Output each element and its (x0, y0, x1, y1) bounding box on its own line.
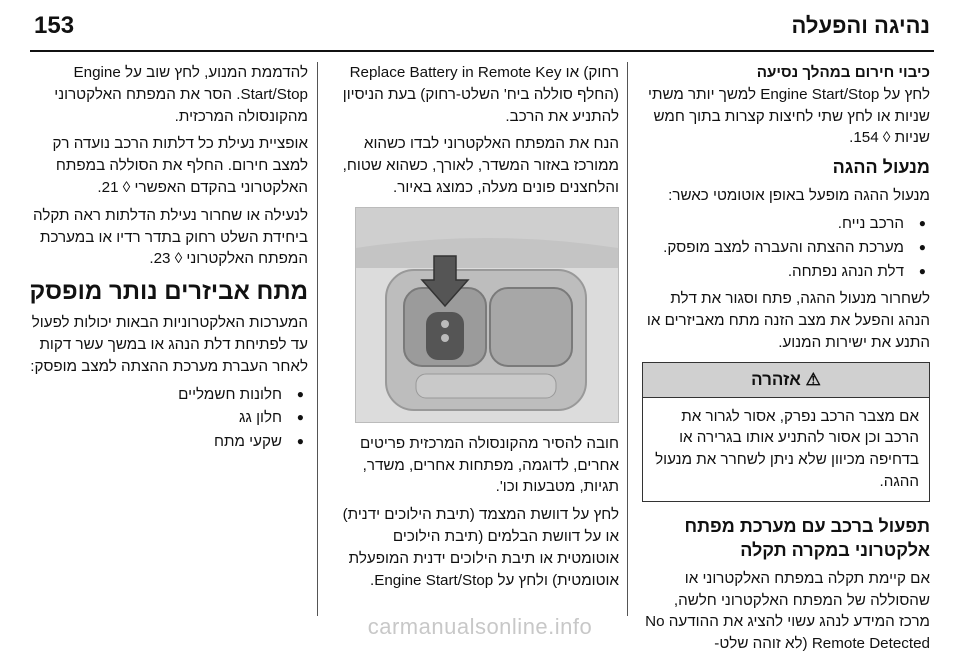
door-lock-emergency-text: אופציית נעילת כל דלתות הרכב נועדה רק למצב חירום. החלף את הסוללה במפתח האלקטרוני בהקדם האפשרי ◊ 21. (52, 135, 308, 196)
list-item: ● שקעי מתח (28, 431, 308, 453)
column-middle (337, 62, 619, 597)
page-header (0, 0, 960, 52)
accessory-power-text: המערכות האלקטרוניות הבאות יכולות לפעול עד לפתיחת דלת הנהג או במשך עשר דקות לאחר העברת מערכת ההצתה למצב מופסק: (30, 314, 308, 375)
warning-text: אם מצבר הרכב נפרק, אסור לגרור את הרכב וכן אסור להתניע אותו בגרירה או בדחיפה מכיוון שלא ניתן לשחרר את מנעול ההגה. (655, 407, 919, 490)
list-item: ● דלת הנהג נפתחה. (642, 261, 930, 283)
key-fault-heading: תפעול ברכב עם מערכת מפתח אלקטרוני במקרה תקלה (684, 515, 930, 560)
warning-box (642, 362, 930, 502)
list-item: ● הרכב נייח. (642, 213, 930, 235)
emergency-shutdown-paragraph (642, 62, 930, 149)
press-pedal-text: לחץ על דוושת המצמד (תיבת הילוכים ידנית) או על דוושת הבלמים (תיבת הילוכים אוטומטית או תיבת הילוכים ידנית המופעלת אוטומטית) ולחץ על Engine Start/Stop. (342, 506, 619, 589)
emergency-shutdown-title: כיבוי חירום במהלך נסיעה (756, 64, 930, 81)
steering-unlock-text: לשחרור מנעול ההגה, פתח וסגור את דלת הנהג והפעל את מצב הזנה מתח מאביזרים או התנע את ישירות המנוע. (646, 290, 930, 351)
list-item: ● חלון גג (28, 407, 308, 429)
emergency-shutdown-text: לחץ על Engine Start/Stop למשך יותר משתי שניות או לחץ שתי לחיצות קצרות בתוך חמש שניות ◊ 154. (648, 85, 930, 147)
watermark: carmanualsonline.info (367, 614, 593, 639)
remote-fault-text: לנעילה או שחרור נעילת הדלתות ראה תקלה ביחידת השלט רחוק בתדר רדיו או במערכת המפתח האלקטרוני ◊ 23. (33, 206, 308, 268)
replace-battery-text: רחוק) או Replace Battery in Remote Key (החלף סוללה ביח' השלט-רחוק) בעת הניסיון להתניע את הרכב. (342, 64, 619, 125)
key-placement-text: הנח את המפתח האלקטרוני לבדו כשהוא ממורכז באזור המשדר, לאורך, כשהוא שטוח, והלחצנים פונים מעלה, כמוצג באיור. (342, 135, 619, 196)
column-divider (627, 62, 628, 616)
accessory-list (28, 384, 308, 453)
steering-lock-conditions (642, 213, 930, 282)
remove-items-text: חובה להסיר מהקונסולה המרכזית פריטים אחרים, לדוגמה, מפתחות אחרים, משדר, תגיות, מטבעות וכו'. (360, 434, 619, 496)
steering-lock-intro: מנעול ההגה מופעל באופן אוטומטי כאשר: (668, 187, 930, 205)
warning-header (643, 363, 929, 398)
console-key-illustration (355, 207, 619, 423)
steering-lock-heading: מנעול ההגה (832, 157, 930, 178)
column-left (28, 62, 308, 459)
page-number: 153 (34, 12, 75, 39)
list-item: ● חלונות חשמליים (28, 384, 308, 406)
key-fault-text: אם קיימת תקלה במפתח האלקטרוני או שהסוללה של המפתח האלקטרוני חלשה, מרכז המידע לנהג עשוי להציג את ההודעה No Remote Detected (לא זוהה שלט- (645, 569, 930, 653)
header-rule (30, 50, 934, 52)
accessory-power-heading: מתח אביזרים נותר מופסק (29, 278, 308, 306)
column-divider (317, 62, 318, 616)
engine-stop-text: להדממת המנוע, לחץ שוב על Engine Start/Stop. הסר את המפתח האלקטרוני מהקונסולה המרכזית. (54, 64, 308, 125)
list-item: ● מערכת ההצתה והעברה למצב מופסק. (642, 237, 930, 259)
column-right (642, 62, 930, 661)
warning-title: אזהרה (751, 369, 801, 389)
section-title: נהיגה והפעלה (791, 13, 930, 38)
warning-triangle-icon: ⚠ (805, 369, 821, 389)
